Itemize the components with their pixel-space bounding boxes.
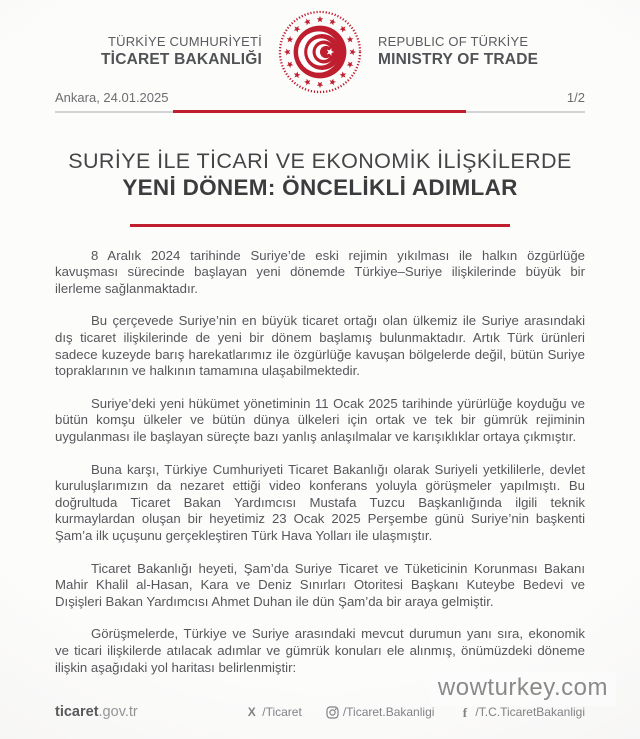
body-paragraph: Ticaret Bakanlığı heyeti, Şam’da Suriye Ticaret ve Tüketicinin Korunması Bakanı Mahir Khalil al-Hasan, Kara ve Deniz Sınırları Otoritesi Başkanı Kuteybe Bedevi ve Dışişleri Bakan Yardımcısı Ahmet Duhan ile dün Şam’da bir araya gelmiştir. (55, 560, 585, 609)
body-paragraph: Bu çerçevede Suriye’nin en büyük ticaret ortağı olan ülkemiz ile Suriye arasındaki dış ticaret ilişkilerinde de yeni bir dönem başlamış bulunmaktadır. Artık Türk ürünleri sadece kuzeyde barış harekatlarımız ile özgürlüğe kavuşan bölgelerde değil, bütün Suriye topraklarının ve halkının tamamına ulaşabilmektedir. (55, 313, 585, 379)
instagram-icon (326, 706, 339, 719)
ministry-name-english (378, 34, 578, 70)
social-links (245, 705, 585, 719)
title-block (0, 148, 640, 202)
social-link-instagram[interactable] (326, 705, 435, 719)
header (0, 0, 640, 96)
website-rest-part: .gov.tr (98, 704, 138, 720)
body-text (55, 248, 585, 676)
facebook-handle: /T.C.TicaretBakanligi (475, 705, 585, 719)
watermark: wowturkey.com (430, 672, 616, 706)
title-underline (130, 224, 510, 227)
body-paragraph: 8 Aralık 2024 tarihinde Suriye’de eski rejimin yıkılması ile halkın özgürlüğe kavuşması sürecinde başlayan yeni dönemde Türkiye–Suriye ilişkilerinde büyük bir ilerleme sağlanmaktadır. (55, 247, 585, 296)
header-divider (55, 110, 585, 113)
ministry-of-trade-emblem-icon (276, 8, 364, 96)
body-paragraph: Görüşmelerde, Türkiye ve Suriye arasındaki mevcut durumun yanı sıra, ekonomik ve ticari ilişkilerde atılacak adımlar ve gümrük konuları ele alınmış, önümüzdeki döneme ilişkin aşağıdaki yol haritası belirlenmiştir: (55, 626, 585, 675)
website-link[interactable] (55, 704, 138, 720)
social-link-x[interactable] (245, 705, 302, 719)
footer (55, 704, 585, 720)
body-paragraph: Suriye’deki yeni hükümet yönetiminin 11 Ocak 2025 tarihinde yürürlüğe koyduğu ve bütün komşu ülkeler ve bütün dünya ülkeleri için ortak ve tek bir gümrük rejiminin uygulanması ile başlayan süreçte bazı yanlış anlaşılmalar ve karışıklıklar ortaya çıkmıştır. (55, 395, 585, 444)
page-title-line2: YENİ DÖNEM: ÖNCELİKLİ ADIMLAR (122, 175, 518, 201)
instagram-handle: /Ticaret.Bakanligi (342, 705, 435, 719)
website-bold-part: ticaret (55, 704, 99, 720)
page-title-line1: SURİYE İLE TİCARİ VE EKONOMİK İLİŞKİLERDE (68, 149, 572, 173)
facebook-icon: f (462, 704, 468, 720)
x-handle: /Ticaret (262, 705, 302, 719)
org-en-line2: MINISTRY OF TRADE (378, 51, 539, 69)
page-number: 1/2 (566, 90, 585, 105)
org-tr-line1: TÜRKİYE CUMHURİYETİ (107, 34, 262, 50)
dateline: Ankara, 24.01.2025 (55, 90, 169, 105)
org-en-line1: REPUBLIC OF TÜRKİYE (378, 34, 529, 50)
divider-gray-right (466, 111, 585, 113)
body-paragraph: Buna karşı, Türkiye Cumhuriyeti Ticaret Bakanlığı olarak Suriyeli yetkililerle, devlet kuruluşlarımızın da nezaret ettiği video konferans yoluyla görüşmeler yapılmıştı. Bu doğrultuda Ticaret Bakan Yardımcısı Mustafa Tuzcu Başkanlığında ilgili teknik kurmaylardan oluşan bir heyetimiz 23 Ocak 2025 Perşembe günü Suriye’nin başkenti Şam’a ilk uçuşunu gerçekleştiren Türk Hava Yolları ile ulaşmıştır. (55, 461, 585, 543)
x-twitter-icon: X (247, 705, 256, 719)
divider-red-segment (173, 110, 466, 113)
ministry-name-turkish (62, 34, 262, 70)
org-tr-line2: TİCARET BAKANLIĞI (101, 51, 262, 69)
divider-gray-left (55, 111, 173, 113)
social-link-facebook[interactable] (458, 705, 585, 719)
